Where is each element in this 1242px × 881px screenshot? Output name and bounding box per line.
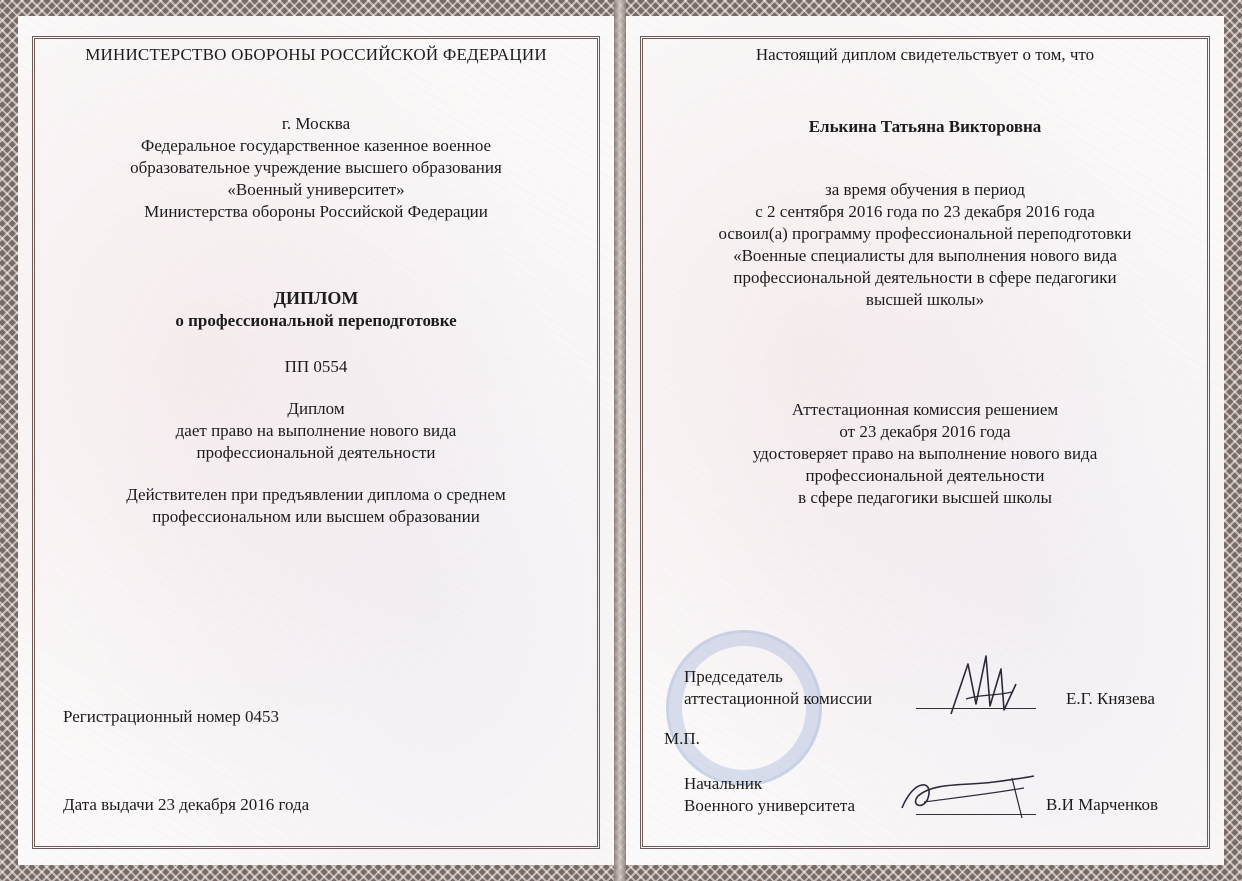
chair-role-line: Председатель (684, 667, 783, 686)
commission-line: удостоверяет право на выполнение нового вида (752, 444, 1098, 463)
period-line: с 2 сентября 2016 года по 23 декабря 2016 года (755, 202, 1095, 221)
diploma-subtitle: о профессиональной переподготовке (175, 311, 457, 330)
right-page (626, 16, 1224, 865)
validity-block (18, 484, 614, 528)
period-line: «Военные специалисты для выполнения нового вида (733, 246, 1117, 265)
left-page (18, 16, 614, 865)
validity-line: Действителен при предъявлении диплома о среднем (126, 485, 506, 504)
rights-block (18, 398, 614, 464)
study-period-block (626, 179, 1224, 311)
period-line: высшей школы» (865, 290, 985, 309)
issue-date: Дата выдачи 23 декабря 2016 года (63, 795, 310, 814)
holder-name: Елькина Татьяна Викторовна (808, 117, 1042, 136)
seal-label: М.П. (664, 729, 700, 748)
chair-signature-icon (946, 644, 1026, 724)
chair-role (684, 666, 872, 710)
period-line: освоил(а) программу профессиональной переподготовки (718, 224, 1132, 243)
head-signature-icon (894, 768, 1044, 828)
institution-line: Федеральное государственное казенное военное (140, 136, 492, 155)
commission-line: Аттестационная комиссия решением (791, 400, 1059, 419)
head-name: В.И Марченков (1046, 795, 1158, 814)
registration-number: Регистрационный номер 0453 (63, 707, 280, 726)
institution-line: г. Москва (281, 114, 351, 133)
rights-line: профессиональной деятельности (196, 443, 436, 462)
ministry-header: МИНИСТЕРСТВО ОБОРОНЫ РОССИЙСКОЙ ФЕДЕРАЦИИ (85, 45, 547, 64)
head-signature-line (916, 814, 1036, 815)
rights-line: Диплом (287, 399, 345, 418)
institution-line: образовательное учреждение высшего образования (130, 158, 502, 177)
head-role (684, 773, 855, 817)
chair-signature-line (916, 708, 1036, 709)
validity-line: профессиональном или высшем образовании (152, 507, 480, 526)
chair-role-line: аттестационной комиссии (684, 689, 873, 708)
page-fold (614, 0, 626, 881)
head-role-line: Военного университета (684, 796, 856, 815)
institution-line: «Военный университет» (227, 180, 405, 199)
commission-line: профессиональной деятельности (805, 466, 1045, 485)
diploma-series-number: ПП 0554 (284, 357, 348, 376)
commission-block (626, 399, 1224, 509)
institution-line: Министерства обороны Российской Федерации (144, 202, 488, 221)
period-line: за время обучения в период (825, 180, 1025, 199)
commission-line: от 23 декабря 2016 года (839, 422, 1011, 441)
chair-name: Е.Г. Князева (1066, 689, 1155, 708)
period-line: профессиональной деятельности в сфере педагогики (733, 268, 1117, 287)
head-role-line: Начальник (684, 774, 763, 793)
commission-line: в сфере педагогики высшей школы (798, 488, 1052, 507)
institution-block (18, 113, 614, 223)
diploma-title: ДИПЛОМ (273, 288, 359, 308)
rights-line: дает право на выполнение нового вида (175, 421, 457, 440)
intro-text: Настоящий диплом свидетельствует о том, что (755, 45, 1095, 64)
